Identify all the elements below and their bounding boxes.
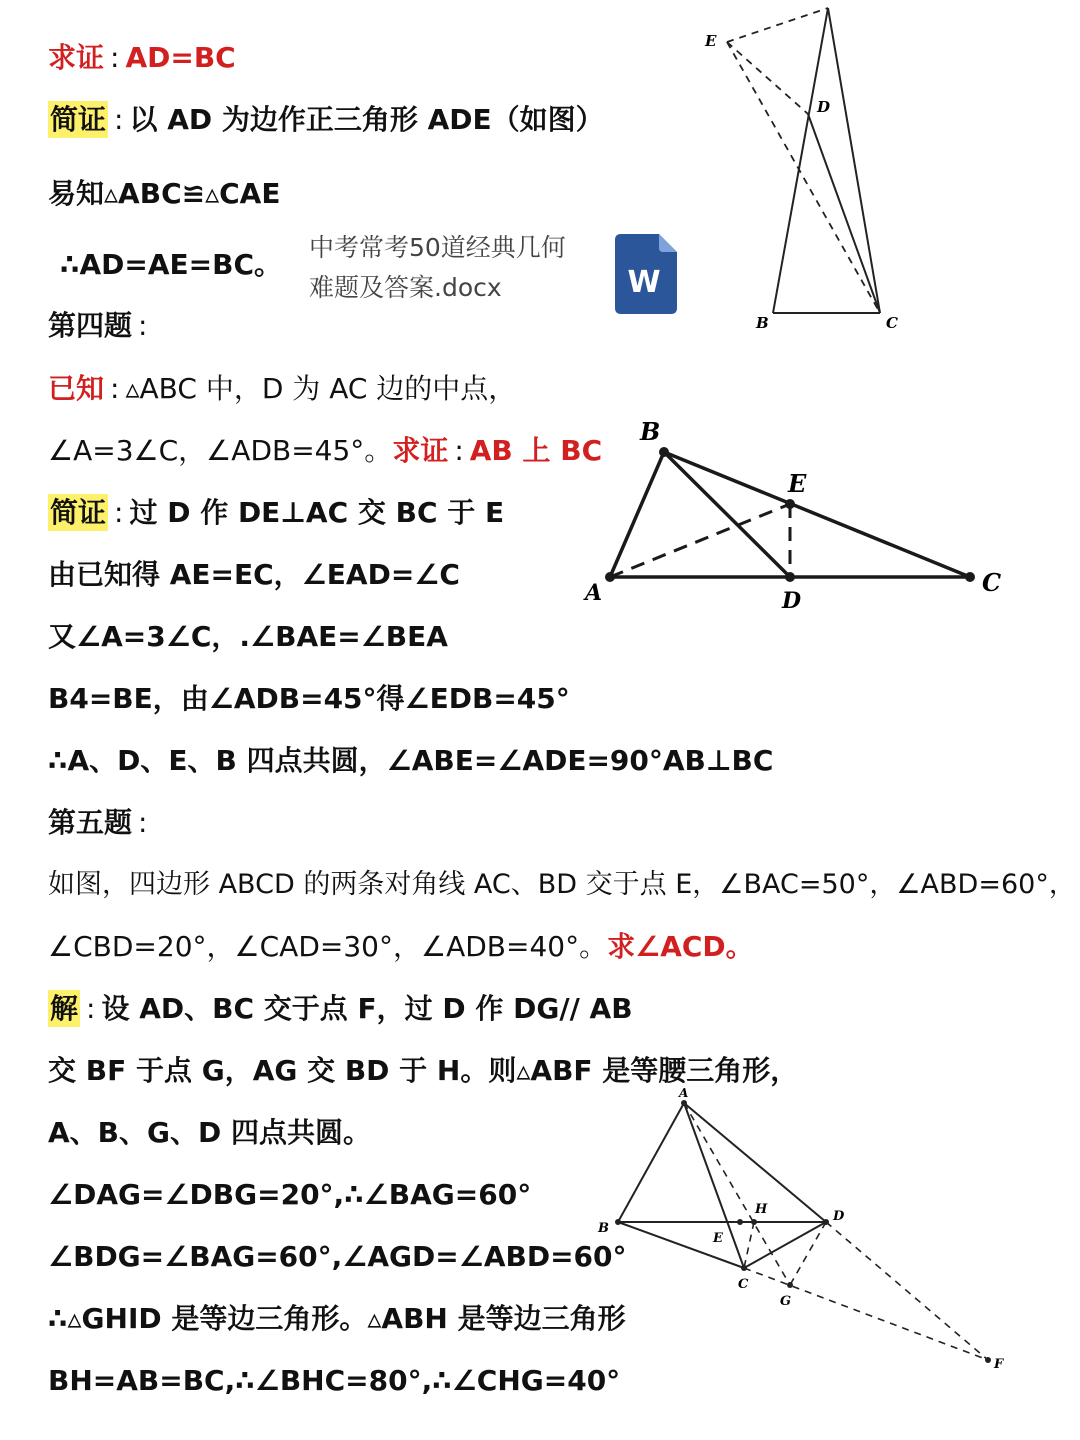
solution-text: 设 AD、BC 交于点 F，过 D 作 DG// AB: [101, 992, 633, 1025]
point-e: [785, 499, 795, 509]
problem5-title: 第五题 :: [48, 806, 148, 839]
solution-label: 解: [50, 992, 79, 1025]
prove-label: 求证: [48, 41, 105, 74]
label-h: H: [755, 1202, 768, 1217]
segment-bc: [664, 452, 970, 577]
solution-step: BH=AB=BC,∴∠BHC=80°,∴∠CHG=40°: [48, 1364, 621, 1397]
point-c: [965, 572, 975, 582]
label-b: B: [756, 314, 769, 332]
solution-step: ∠BDG=∠BAG=60°,∠AGD=∠ABD=60°: [48, 1240, 627, 1273]
point-g: [787, 1282, 793, 1288]
given-label: 已知: [48, 372, 105, 405]
label-a: A: [679, 1086, 689, 1100]
label-b: B: [598, 1221, 609, 1236]
proof-step: ∴A、D、E、B 四点共圆，∠ABE=∠ADE=90°AB⊥BC: [48, 744, 774, 777]
point-f: [985, 1357, 991, 1363]
segment-ag: [684, 1103, 790, 1285]
solution-step: 交 BF 于点 G，AG 交 BD 于 H。则▵ABF 是等腰三角形，: [48, 1054, 799, 1087]
segment-bc: [618, 1222, 744, 1268]
file-name[interactable]: 中考常考50道经典几何难题及答案.docx: [309, 233, 566, 302]
segment-bd: [664, 452, 790, 577]
proof-step: B4=BE，由∠ADB=45°得∠EDB=45°: [48, 682, 570, 715]
proof-step: 由已知得 AE=EC，∠EAD=∠C: [48, 558, 460, 591]
proof-step: 又∠A=3∠C，.∠BAE=∠BEA: [48, 620, 448, 653]
label-e: E: [705, 32, 717, 50]
problem4-title: 第四题 :: [48, 309, 148, 342]
prove-text: AD=BC: [125, 41, 236, 74]
point-h: [751, 1219, 757, 1225]
solution-line: 解 : 设 AD、BC 交于点 F，过 D 作 DG// AB: [50, 992, 633, 1025]
solution-step: ∴▵GHID 是等边三角形。▵ABH 是等边三角形: [48, 1302, 626, 1335]
label-b: B: [640, 417, 661, 446]
label-f: F: [994, 1357, 1004, 1372]
file-attachment[interactable]: [305, 228, 685, 320]
statement-line: 如图，四边形 ABCD 的两条对角线 AC、BD 交于点 E，∠BAC=50°，∠ABD=60°，: [48, 869, 1076, 900]
svg-text:W: W: [627, 265, 661, 300]
proof-label: 简证: [50, 103, 107, 136]
point-b: [659, 447, 669, 457]
proof-line: 简证 : 以 AD 为边作正三角形 ADE（如图）: [50, 103, 604, 136]
easy-line: 易知▵ABC≌▵CAE: [48, 177, 281, 210]
proof-line-4: 简证 : 过 D 作 DE⊥AC 交 BC 于 E: [50, 496, 505, 529]
label-e: E: [788, 469, 807, 498]
point-b: [615, 1219, 621, 1225]
label-c: C: [982, 568, 1002, 597]
segment-ab: [618, 1103, 684, 1222]
given-text: ▵ABC 中，D 为 AC 边的中点，: [125, 372, 517, 405]
prove-label-4: 求证: [392, 434, 449, 467]
label-g: G: [780, 1294, 792, 1309]
segment-ba: [773, 8, 831, 313]
segment-ed: [727, 42, 808, 114]
label-d: D: [782, 588, 802, 614]
label-d: D: [817, 98, 831, 116]
figure-1: [690, 0, 930, 340]
given-line: 已知 : ▵ABC 中，D 为 AC 边的中点，: [48, 372, 517, 405]
point-a: [605, 572, 615, 582]
solution-step: ∠DAG=∠DBG=20°,∴∠BAG=60°: [48, 1178, 532, 1211]
label-c: C: [738, 1277, 749, 1292]
proof-label-4: 简证: [50, 496, 107, 529]
proof-text: 以 AD 为边作正三角形 ADE（如图）: [129, 103, 604, 136]
segment-ea: [727, 8, 828, 42]
point-a: [681, 1100, 687, 1106]
point-e: [737, 1219, 743, 1225]
ask-text: 求∠ACD。: [607, 930, 754, 963]
segment-ac: [828, 8, 880, 313]
segment-hc: [744, 1222, 754, 1268]
solution-step: A、B、G、D 四点共圆。: [48, 1116, 371, 1149]
prove-line: 求证 : AD=BC: [48, 41, 236, 74]
statement-line-2: ∠CBD=20°，∠CAD=30°，∠ADB=40°。求∠ACD。: [48, 930, 754, 963]
figure-3: [590, 1080, 1020, 1380]
label-d: D: [833, 1209, 845, 1224]
proof-text-4: 过 D 作 DE⊥AC 交 BC 于 E: [129, 496, 505, 529]
given-text-2: ∠A=3∠C，∠ADB=45°。: [48, 434, 393, 467]
figure-2: [580, 415, 1010, 615]
label-a: A: [585, 580, 603, 606]
point-d: [823, 1219, 829, 1225]
prove-text-4: AB 上 BC: [469, 434, 603, 467]
label-e: E: [713, 1231, 723, 1246]
segment-cf: [744, 1268, 988, 1360]
segment-df: [826, 1222, 988, 1360]
conclusion-line: ∴AD=AE=BC。: [60, 248, 283, 281]
word-document-icon[interactable]: [615, 234, 677, 314]
given-line-2: ∠A=3∠C，∠ADB=45°。求证 : AB 上 BC: [48, 434, 603, 467]
point-d: [785, 572, 795, 582]
label-c: C: [886, 314, 898, 332]
point-c: [741, 1265, 747, 1271]
segment-dc: [808, 114, 880, 313]
